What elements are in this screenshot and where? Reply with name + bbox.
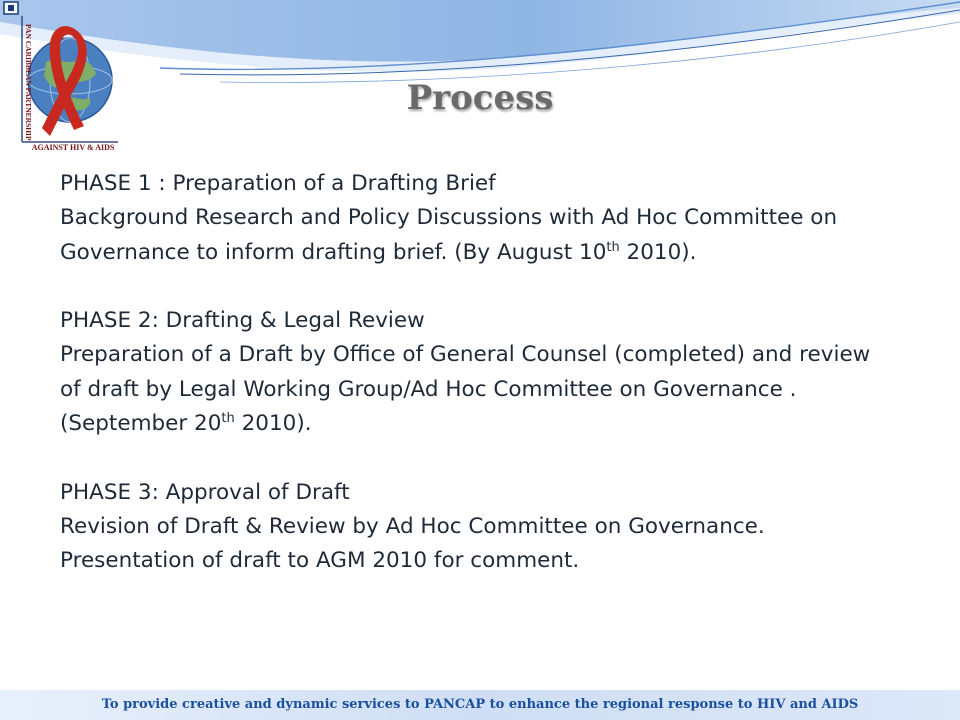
phase-1-heading: PHASE 1 : Preparation of a Drafting Brief	[60, 171, 496, 196]
logo-vertical-text: PAN CARIBBEAN PARTNERSHIP	[24, 24, 33, 141]
footer-mission-text: To provide creative and dynamic services to PANCAP to enhance the regional response to HIV and AIDS	[101, 697, 859, 712]
phase-2-line-2: of draft by Legal Working Group/Ad Hoc Committee on Governance .	[60, 376, 797, 402]
logo-tagline: AGAINST HIV & AIDS	[31, 143, 115, 152]
phase-2-superscript: th	[221, 410, 235, 426]
phase-2-line-1: Preparation of a Draft by Office of General Counsel (completed) and review	[60, 342, 871, 368]
phase-2-line-3-text: (September 20	[60, 411, 222, 437]
slide-body	[60, 167, 940, 579]
phase-3-heading: PHASE 3: Approval of Draft	[60, 479, 350, 505]
phase-1-superscript: th	[606, 239, 620, 255]
slide-title: Process	[406, 78, 554, 118]
phase-1-line-1: Background Research and Policy Discussions with Ad Hoc Committee on	[60, 205, 838, 231]
footer-bar	[0, 690, 960, 720]
phase-1-line-2-text: Governance to inform drafting brief. (By August 10	[60, 239, 607, 265]
phase-2-heading: PHASE 2: Drafting & Legal Review	[60, 308, 425, 334]
phase-3-line-1: Revision of Draft & Review by Ad Hoc Committee on Governance.	[60, 513, 765, 539]
phase-2-line-3-end: 2010).	[234, 411, 312, 437]
phase-1-line-2	[60, 236, 940, 270]
phase-3-block	[60, 476, 940, 579]
phase-1-line-2-end: 2010).	[619, 239, 697, 265]
phase-3-line-2: Presentation of draft to AGM 2010 for comment.	[60, 548, 580, 574]
phase-2-line-3	[60, 407, 940, 441]
phase-1-block	[60, 167, 940, 270]
phase-2-block	[60, 304, 940, 441]
